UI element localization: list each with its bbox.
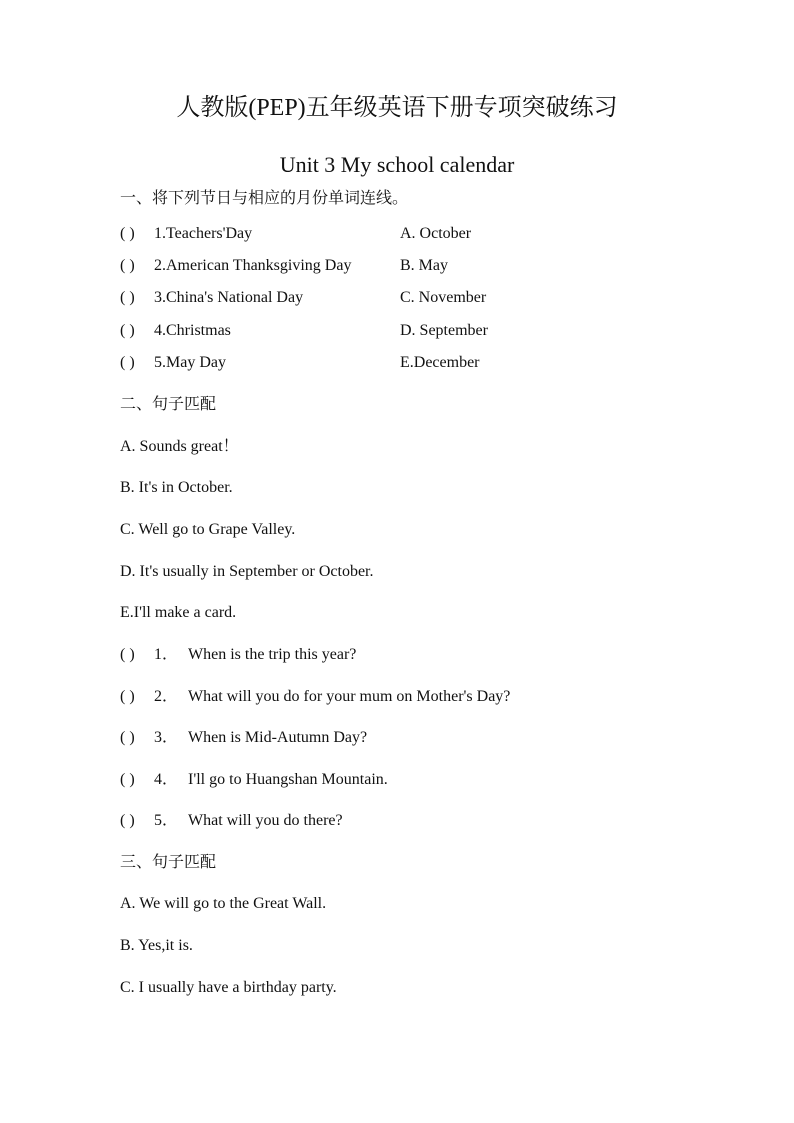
holiday-item: 3.China's National Day <box>154 289 304 306</box>
section1-row <box>120 287 303 309</box>
month-option: C. November <box>400 289 487 306</box>
question-number: 2． <box>154 688 179 705</box>
question-number: 4． <box>154 771 179 788</box>
question-text: When is the trip this year? <box>188 646 357 663</box>
answer-bracket[interactable]: ( ) <box>120 812 135 829</box>
section2-option: A. Sounds great！ <box>120 438 239 455</box>
question-text: When is Mid-Autumn Day? <box>188 729 368 746</box>
answer-bracket[interactable]: ( ) <box>120 289 135 306</box>
page-title: 人教版(PEP)五年级英语下册专项突破练习 <box>176 95 618 121</box>
answer-bracket[interactable]: ( ) <box>120 729 135 746</box>
question-number: 3． <box>154 729 179 746</box>
section1-row <box>120 352 226 374</box>
question-number: 1． <box>154 646 179 663</box>
month-option: B. May <box>400 257 448 274</box>
answer-bracket[interactable]: ( ) <box>120 771 135 788</box>
section2-option: D. It's usually in September or October. <box>120 563 374 580</box>
answer-bracket[interactable]: ( ) <box>120 257 135 274</box>
answer-bracket[interactable]: ( ) <box>120 646 135 663</box>
question-text: What will you do there? <box>188 812 343 829</box>
page-subtitle: Unit 3 My school calendar <box>279 152 515 177</box>
section3-heading: 三、句子匹配 <box>120 854 217 871</box>
section2-question <box>120 810 343 832</box>
section3-option: C. I usually have a birthday party. <box>120 979 337 996</box>
section2-question <box>120 644 356 666</box>
answer-bracket[interactable]: ( ) <box>120 322 135 339</box>
section2-question <box>120 727 367 749</box>
holiday-item: 4.Christmas <box>154 322 231 339</box>
holiday-item: 1.Teachers'Day <box>154 225 253 242</box>
answer-bracket[interactable]: ( ) <box>120 225 135 242</box>
section2-question <box>120 686 510 708</box>
holiday-item: 5.May Day <box>154 354 226 371</box>
answer-bracket[interactable]: ( ) <box>120 688 135 705</box>
month-option: E.December <box>400 354 480 371</box>
section2-option: C. Well go to Grape Valley. <box>120 521 296 538</box>
section3-option: A. We will go to the Great Wall. <box>120 895 327 912</box>
question-text: I'll go to Huangshan Mountain. <box>188 771 388 788</box>
section2-option: E.I'll make a card. <box>120 604 237 621</box>
answer-bracket[interactable]: ( ) <box>120 354 135 371</box>
section2-question <box>120 769 388 791</box>
section2-option: B. It's in October. <box>120 479 233 496</box>
section1-row <box>120 255 351 277</box>
section3-option: B. Yes,it is. <box>120 937 193 954</box>
holiday-item: 2.American Thanksgiving Day <box>154 257 352 274</box>
section2-heading: 二、句子匹配 <box>120 396 217 413</box>
section1-row <box>120 320 231 342</box>
section1-row <box>120 223 252 245</box>
question-text: What will you do for your mum on Mother's Day? <box>188 688 511 705</box>
month-option: D. September <box>400 322 488 339</box>
section1-heading: 一、将下列节日与相应的月份单词连线。 <box>120 190 409 207</box>
month-option: A. October <box>400 225 472 242</box>
question-number: 5． <box>154 812 179 829</box>
